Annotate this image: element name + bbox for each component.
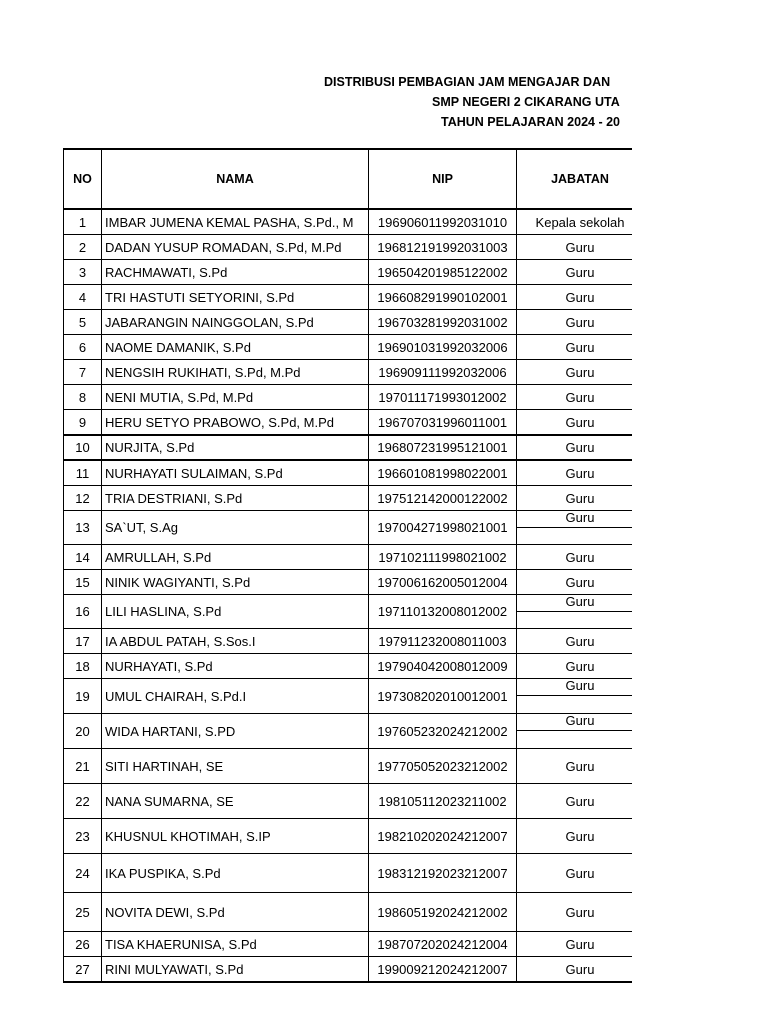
cell-nip: 196707031996011001	[369, 410, 517, 434]
cell-nama: NINIK WAGIYANTI, S.Pd	[102, 570, 369, 594]
cell-nip: 197904042008012009	[369, 654, 517, 678]
cell-nama: RINI MULYAWATI, S.Pd	[102, 957, 369, 981]
cell-nama: NURHAYATI SULAIMAN, S.Pd	[102, 461, 369, 485]
cell-nama: NURJITA, S.Pd	[102, 436, 369, 459]
table-row	[64, 511, 632, 545]
cell-jabatan: Guru	[517, 784, 632, 818]
cell-nip: 197911232008011003	[369, 629, 517, 653]
cell-jabatan-text: Guru	[517, 714, 632, 731]
cell-jabatan	[517, 511, 632, 544]
cell-no: 1	[64, 210, 102, 234]
cell-no: 21	[64, 749, 102, 783]
cell-nip: 196504201985122002	[369, 260, 517, 284]
cell-no: 7	[64, 360, 102, 384]
cell-no: 9	[64, 410, 102, 434]
table-row	[64, 436, 632, 461]
cell-no: 19	[64, 679, 102, 713]
cell-no: 25	[64, 893, 102, 931]
cell-jabatan-empty	[517, 731, 632, 748]
cell-no: 27	[64, 957, 102, 981]
cell-nip: 198210202024212007	[369, 819, 517, 853]
cell-nip: 196812191992031003	[369, 235, 517, 259]
column-header-nama: NAMA	[102, 150, 369, 208]
cell-nip: 197006162005012004	[369, 570, 517, 594]
table-row	[64, 629, 632, 654]
cell-no: 4	[64, 285, 102, 309]
cell-jabatan: Guru	[517, 385, 632, 409]
cell-nip: 196909111992032006	[369, 360, 517, 384]
cell-jabatan: Guru	[517, 335, 632, 359]
cell-nama: WIDA HARTANI, S.PD	[102, 714, 369, 748]
cell-no: 3	[64, 260, 102, 284]
cell-nip: 197705052023212002	[369, 749, 517, 783]
cell-no: 18	[64, 654, 102, 678]
cell-jabatan: Guru	[517, 285, 632, 309]
cell-no: 13	[64, 511, 102, 544]
cell-nama: NENI MUTIA, S.Pd, M.Pd	[102, 385, 369, 409]
cell-jabatan: Guru	[517, 436, 632, 459]
table-row	[64, 654, 632, 679]
cell-jabatan: Guru	[517, 410, 632, 434]
table-row	[64, 854, 632, 893]
cell-jabatan: Guru	[517, 629, 632, 653]
cell-nama: UMUL CHAIRAH, S.Pd.I	[102, 679, 369, 713]
cell-nip: 196807231995121001	[369, 436, 517, 459]
table-row	[64, 595, 632, 629]
title-line-3: TAHUN PELAJARAN 2024 - 20	[441, 115, 620, 129]
cell-no: 8	[64, 385, 102, 409]
cell-nama: LILI HASLINA, S.Pd	[102, 595, 369, 628]
table-row	[64, 714, 632, 749]
cell-jabatan-empty	[517, 612, 632, 628]
cell-nip: 197308202010012001	[369, 679, 517, 713]
table-row	[64, 893, 632, 932]
cell-nama: SA`UT, S.Ag	[102, 511, 369, 544]
cell-nama: TRIA DESTRIANI, S.Pd	[102, 486, 369, 510]
cell-jabatan	[517, 679, 632, 713]
title-line-1: DISTRIBUSI PEMBAGIAN JAM MENGAJAR DAN	[324, 75, 611, 89]
table-row	[64, 570, 632, 595]
cell-jabatan: Guru	[517, 545, 632, 569]
table-row	[64, 545, 632, 570]
cell-nip: 198105112023211002	[369, 784, 517, 818]
cell-nip: 197605232024212002	[369, 714, 517, 748]
cell-jabatan: Guru	[517, 486, 632, 510]
cell-nama: NANA SUMARNA, SE	[102, 784, 369, 818]
table-row	[64, 957, 632, 983]
cell-nama: SITI HARTINAH, SE	[102, 749, 369, 783]
cell-nip: 198312192023212007	[369, 854, 517, 892]
cell-no: 22	[64, 784, 102, 818]
cell-nama: TRI HASTUTI SETYORINI, S.Pd	[102, 285, 369, 309]
cell-jabatan: Guru	[517, 819, 632, 853]
table-row	[64, 310, 632, 335]
cell-jabatan: Guru	[517, 570, 632, 594]
cell-nama: DADAN YUSUP ROMADAN, S.Pd, M.Pd	[102, 235, 369, 259]
cell-jabatan	[517, 714, 632, 748]
cell-no: 5	[64, 310, 102, 334]
column-header-no: NO	[64, 150, 102, 208]
cell-jabatan-text: Guru	[517, 511, 632, 528]
table-row	[64, 260, 632, 285]
cell-jabatan: Guru	[517, 749, 632, 783]
cell-no: 20	[64, 714, 102, 748]
cell-nip: 199009212024212007	[369, 957, 517, 981]
table-row	[64, 410, 632, 436]
cell-nip: 197110132008012002	[369, 595, 517, 628]
cell-jabatan: Guru	[517, 260, 632, 284]
table-row	[64, 461, 632, 486]
cell-jabatan: Guru	[517, 310, 632, 334]
cell-jabatan: Kepala sekolah	[517, 210, 632, 234]
cell-nama: AMRULLAH, S.Pd	[102, 545, 369, 569]
table-row	[64, 235, 632, 260]
cell-nama: IMBAR JUMENA KEMAL PASHA, S.Pd., M	[102, 210, 369, 234]
table-row	[64, 749, 632, 784]
cell-nip: 196703281992031002	[369, 310, 517, 334]
table-row	[64, 360, 632, 385]
column-header-nip: NIP	[369, 150, 517, 208]
cell-no: 23	[64, 819, 102, 853]
cell-nama: KHUSNUL KHOTIMAH, S.IP	[102, 819, 369, 853]
cell-no: 24	[64, 854, 102, 892]
cell-jabatan: Guru	[517, 360, 632, 384]
cell-jabatan-empty	[517, 528, 632, 544]
cell-nip: 196601081998022001	[369, 461, 517, 485]
cell-no: 17	[64, 629, 102, 653]
cell-jabatan-text: Guru	[517, 595, 632, 612]
cell-nama: JABARANGIN NAINGGOLAN, S.Pd	[102, 310, 369, 334]
title-block	[320, 72, 632, 132]
cell-nip: 196901031992032006	[369, 335, 517, 359]
table-row	[64, 335, 632, 360]
cell-nip: 198605192024212002	[369, 893, 517, 931]
cell-jabatan: Guru	[517, 957, 632, 981]
table-row	[64, 285, 632, 310]
table-row	[64, 210, 632, 235]
cell-jabatan: Guru	[517, 235, 632, 259]
table-row	[64, 679, 632, 714]
cell-nama: NAOME DAMANIK, S.Pd	[102, 335, 369, 359]
cell-nip: 198707202024212004	[369, 932, 517, 956]
cell-no: 11	[64, 461, 102, 485]
cell-nama: RACHMAWATI, S.Pd	[102, 260, 369, 284]
cell-no: 15	[64, 570, 102, 594]
cell-nama: IKA PUSPIKA, S.Pd	[102, 854, 369, 892]
cell-jabatan: Guru	[517, 654, 632, 678]
cell-no: 12	[64, 486, 102, 510]
cell-jabatan: Guru	[517, 893, 632, 931]
cell-jabatan: Guru	[517, 461, 632, 485]
cell-nama: IA ABDUL PATAH, S.Sos.I	[102, 629, 369, 653]
table-row	[64, 784, 632, 819]
cell-jabatan: Guru	[517, 854, 632, 892]
cell-nama: TISA KHAERUNISA, S.Pd	[102, 932, 369, 956]
cell-nip: 197004271998021001	[369, 511, 517, 544]
cell-no: 6	[64, 335, 102, 359]
cell-no: 14	[64, 545, 102, 569]
cell-nip: 197512142000122002	[369, 486, 517, 510]
table-header-row	[64, 150, 632, 210]
cell-no: 16	[64, 595, 102, 628]
cell-jabatan	[517, 595, 632, 628]
table-row	[64, 932, 632, 957]
cell-nip: 197102111998021002	[369, 545, 517, 569]
cell-nip: 197011171993012002	[369, 385, 517, 409]
staff-table	[63, 148, 632, 983]
cell-no: 2	[64, 235, 102, 259]
cell-nama: NOVITA DEWI, S.Pd	[102, 893, 369, 931]
title-line-2: SMP NEGERI 2 CIKARANG UTA	[432, 95, 620, 109]
table-row	[64, 385, 632, 410]
cell-nip: 196906011992031010	[369, 210, 517, 234]
cell-nama: NENGSIH RUKIHATI, S.Pd, M.Pd	[102, 360, 369, 384]
cell-no: 10	[64, 436, 102, 459]
cell-nama: NURHAYATI, S.Pd	[102, 654, 369, 678]
cell-nama: HERU SETYO PRABOWO, S.Pd, M.Pd	[102, 410, 369, 434]
cell-jabatan-empty	[517, 696, 632, 713]
cell-no: 26	[64, 932, 102, 956]
table-row	[64, 486, 632, 511]
cell-jabatan: Guru	[517, 932, 632, 956]
table-row	[64, 819, 632, 854]
column-header-jabatan: JABATAN	[517, 150, 632, 208]
cell-jabatan-text: Guru	[517, 679, 632, 696]
cell-nip: 196608291990102001	[369, 285, 517, 309]
